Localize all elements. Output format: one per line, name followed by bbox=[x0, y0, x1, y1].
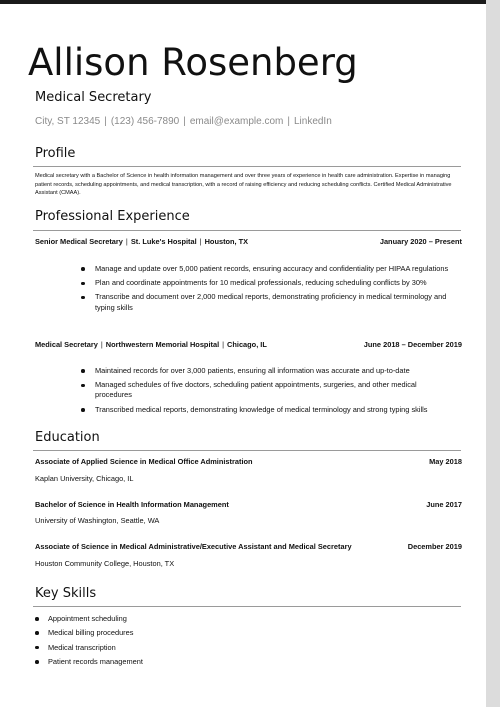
job-header: Senior Medical Secretary | St. Luke's Hospital | Houston, TX January 2020 – Present bbox=[35, 237, 462, 246]
list-item: Managed schedules of five doctors, scheduling patient appointments, surgeries, and other medical procedures bbox=[80, 380, 450, 400]
job-header: Medical Secretary | Northwestern Memorial Hospital | Chicago, IL June 2018 – December 2019 bbox=[35, 340, 462, 349]
job-location: Chicago, IL bbox=[227, 340, 267, 349]
list-item: Medical billing procedures bbox=[35, 626, 143, 640]
job-dates: June 2018 – December 2019 bbox=[363, 340, 462, 349]
education-header bbox=[35, 500, 462, 509]
education-header bbox=[35, 457, 462, 466]
candidate-title: Medical Secretary bbox=[35, 90, 152, 105]
list-item: Transcribe and document over 2,000 medical reports, demonstrating proficiency in medical terminology and typing skills bbox=[80, 292, 450, 312]
list-item: Plan and coordinate appointments for 10 medical professionals, reducing scheduling conflicts by 30% bbox=[80, 278, 450, 288]
education-degree: Associate of Applied Science in Medical Office Administration bbox=[35, 457, 253, 466]
list-item: Manage and update over 5,000 patient records, ensuring accuracy and confidentiality per HIPAA regulations bbox=[80, 264, 450, 274]
job-title: Senior Medical Secretary bbox=[35, 237, 123, 246]
contact-linkedin[interactable]: LinkedIn bbox=[293, 116, 332, 127]
education-degree: Bachelor of Science in Health Information Management bbox=[35, 500, 229, 509]
education-header bbox=[35, 542, 462, 551]
section-divider bbox=[33, 230, 461, 231]
contact-email[interactable]: email@example.com bbox=[189, 116, 284, 127]
section-title-experience: Professional Experience bbox=[35, 209, 190, 224]
list-item: Medical transcription bbox=[35, 641, 143, 655]
list-item: Maintained records for over 3,000 patients, ensuring all information was accurate and up-to-date bbox=[80, 366, 450, 376]
job-location: Houston, TX bbox=[204, 237, 249, 246]
education-date: December 2019 bbox=[407, 542, 462, 551]
job-company: Northwestern Memorial Hospital bbox=[105, 340, 220, 349]
job-bullets bbox=[80, 264, 450, 317]
list-item: Transcribed medical reports, demonstrating knowledge of medical terminology and strong typing skills bbox=[80, 405, 450, 415]
section-title-education: Education bbox=[35, 430, 100, 445]
profile-summary: Medical secretary with a Bachelor of Science in health information management and over three years of experience in health care administration. Expertise in managing patient records, scheduling appointments, and medical transcription, with a record of raising efficiency and reducing scheduling conflicts. Certified Medical Administrative Assistant (CMAA). bbox=[35, 173, 452, 197]
education-school: Kaplan University, Chicago, IL bbox=[35, 474, 134, 483]
page-edge bbox=[486, 0, 500, 707]
job-title: Medical Secretary bbox=[35, 340, 98, 349]
contact-line: City, ST 12345 | (123) 456-7890 | email@example.com | LinkedIn bbox=[35, 116, 332, 127]
section-title-profile: Profile bbox=[35, 146, 76, 161]
list-item: Patient records management bbox=[35, 655, 143, 669]
job-company: St. Luke's Hospital bbox=[130, 237, 197, 246]
contact-phone: (123) 456-7890 bbox=[110, 116, 180, 127]
job-bullets bbox=[80, 366, 450, 419]
job-dates: January 2020 – Present bbox=[379, 237, 462, 246]
skills-list bbox=[35, 612, 143, 670]
section-divider bbox=[33, 166, 461, 167]
section-divider bbox=[33, 450, 461, 451]
candidate-name: Allison Rosenberg bbox=[28, 41, 358, 84]
section-title-skills: Key Skills bbox=[35, 586, 97, 601]
list-item: Appointment scheduling bbox=[35, 612, 143, 626]
education-date: June 2017 bbox=[426, 500, 462, 509]
contact-location: City, ST 12345 bbox=[35, 116, 101, 127]
education-school: University of Washington, Seattle, WA bbox=[35, 516, 160, 525]
education-date: May 2018 bbox=[429, 457, 462, 466]
education-degree: Associate of Science in Medical Administrative/Executive Assistant and Medical Secretary bbox=[35, 542, 352, 551]
section-divider bbox=[33, 606, 461, 607]
education-school: Houston Community College, Houston, TX bbox=[35, 559, 175, 568]
